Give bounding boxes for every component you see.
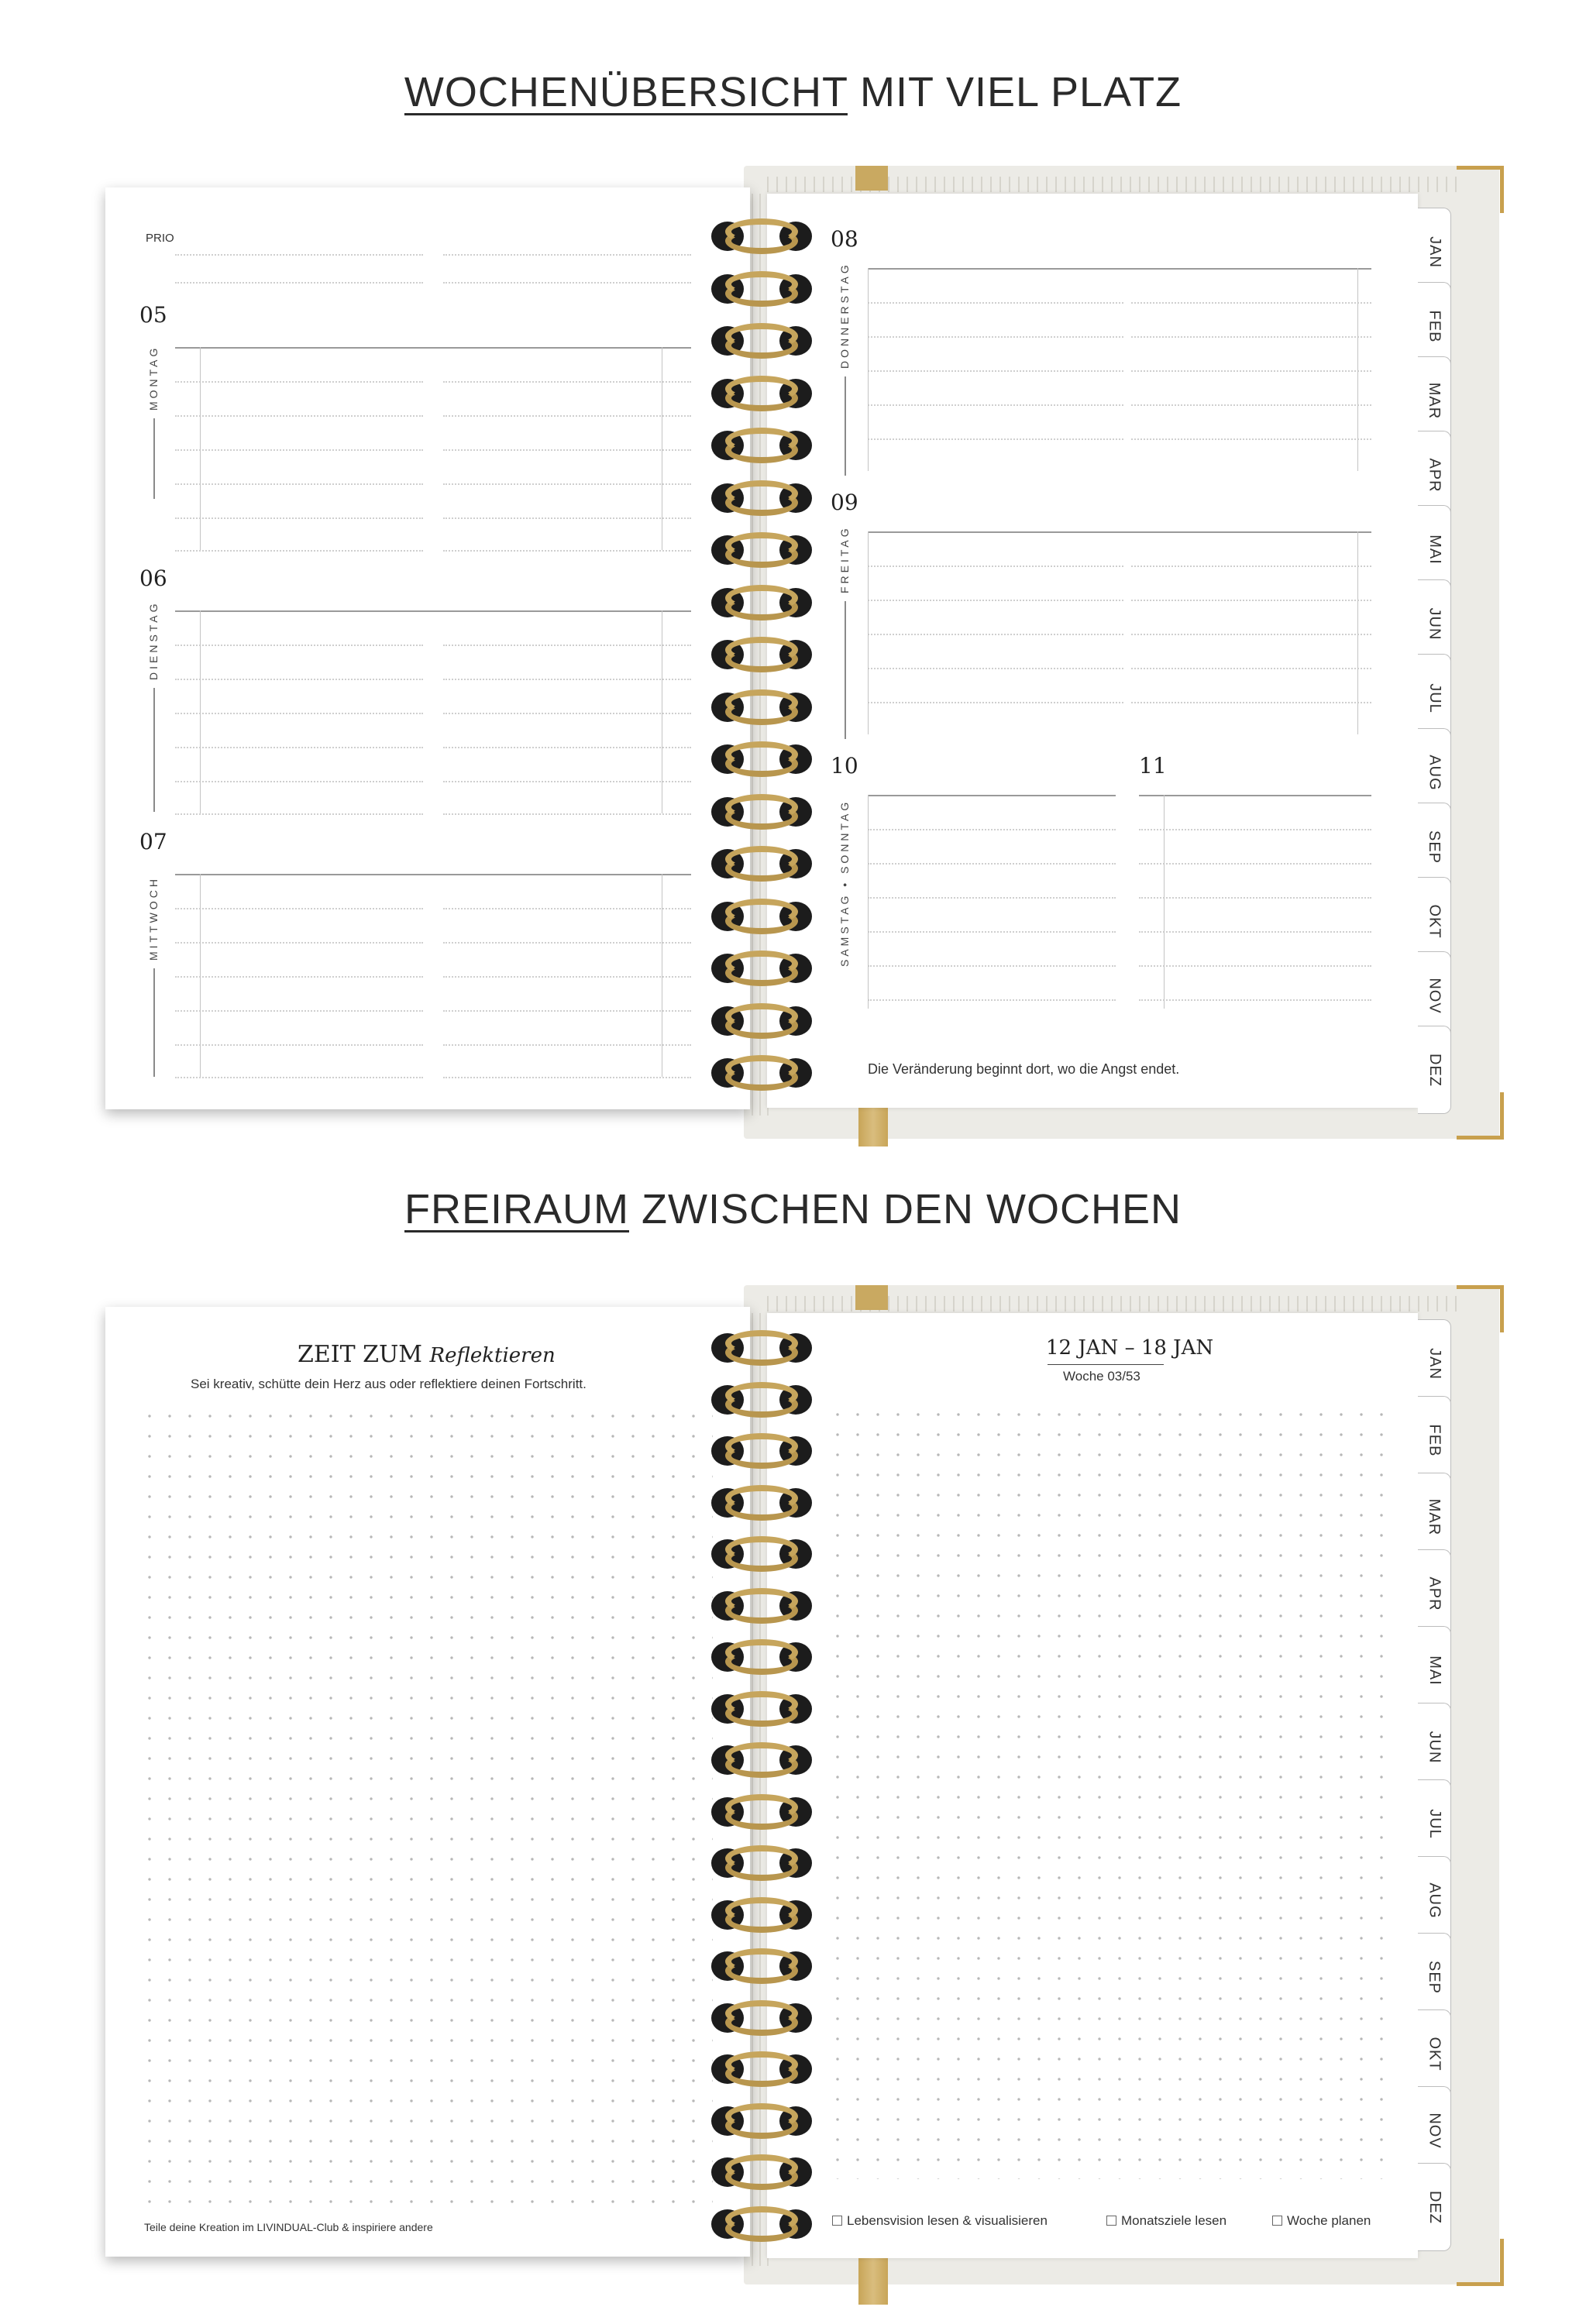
day-rule [845, 376, 846, 476]
binding-ring [711, 794, 812, 830]
day-number-monday: 05 [139, 302, 167, 328]
right-page [767, 194, 1418, 1108]
binding-ring [711, 637, 812, 672]
binding-ring [711, 741, 812, 777]
tab-feb[interactable]: FEB [1418, 282, 1451, 370]
tab-jan[interactable]: JAN [1418, 1319, 1451, 1408]
binding-ring [711, 1845, 812, 1881]
day-label-thursday: DONNERSTAG [838, 262, 851, 369]
planner-spread-reflect [0, 1282, 1586, 2305]
checkbox-icon[interactable] [1272, 2216, 1282, 2226]
binding-ring [711, 585, 812, 621]
tab-aug[interactable]: AUG [1418, 1856, 1451, 1944]
day-label-tuesday: DIENSTAG [147, 600, 160, 680]
binding-ring [711, 899, 812, 934]
binding-ring [711, 1639, 812, 1675]
footer-note: Teile deine Kreation im LIVINDUAL-Club & inspiriere andere [144, 2221, 433, 2233]
checkbox-icon[interactable] [1106, 2216, 1116, 2226]
tab-jan[interactable]: JAN [1418, 208, 1451, 296]
binding-ring [711, 480, 812, 516]
day-label-monday: MONTAG [147, 345, 160, 411]
binding-ring [711, 1742, 812, 1778]
checkbox-icon[interactable] [832, 2216, 842, 2226]
day-number-wednesday: 07 [139, 829, 167, 854]
reflect-title [298, 1341, 556, 1368]
binding-ring [711, 532, 812, 568]
binding-ring [711, 376, 812, 411]
tab-feb[interactable]: FEB [1418, 1396, 1451, 1484]
cover-corner [1457, 1285, 1504, 1332]
binding-ring [711, 1536, 812, 1572]
tab-nov[interactable]: NOV [1418, 2086, 1451, 2174]
heading-rest: MIT VIEL PLATZ [847, 69, 1182, 115]
heading-rest: ZWISCHEN DEN WOCHEN [629, 1186, 1182, 1232]
binding-ring [711, 2206, 812, 2242]
day-number-friday: 09 [831, 490, 858, 515]
bookmark-top [855, 166, 888, 191]
reflect-subtitle: Sei kreativ, schütte dein Herz aus oder reflektiere deinen Fortschritt. [191, 1377, 587, 1391]
day-number-saturday: 10 [831, 753, 858, 779]
bookmark-ribbon [858, 2250, 888, 2305]
binding-ring [711, 2051, 812, 2087]
checklist-item[interactable]: Lebensvision lesen & visualisieren [832, 2213, 1048, 2229]
bookmark-top [855, 1285, 888, 1310]
date-rule [1048, 1364, 1164, 1365]
tab-jul[interactable]: JUL [1418, 1779, 1451, 1868]
date-range: 12 JAN – 18 JAN [1046, 1336, 1214, 1360]
right-page [767, 1313, 1418, 2258]
tab-nov[interactable]: NOV [1418, 951, 1451, 1040]
day-rule [845, 601, 846, 739]
day-label-wednesday: MITTWOCH [147, 876, 160, 961]
tab-jun[interactable]: JUN [1418, 1703, 1451, 1791]
dot-grid [139, 1406, 713, 2204]
day-number-sunday: 11 [1139, 753, 1167, 779]
left-page [105, 187, 750, 1109]
heading-underlined: WOCHENÜBERSICHT [404, 69, 848, 115]
reflect-title-script: Reflektieren [429, 1344, 556, 1367]
binding-ring [711, 689, 812, 725]
binding-ring [711, 1588, 812, 1624]
dot-grid [827, 1404, 1385, 2179]
quote-text: Die Veränderung beginnt dort, wo die Angst endet. [868, 1061, 1180, 1077]
binding-ring [711, 1794, 812, 1830]
checklist-item[interactable]: Woche planen [1272, 2213, 1371, 2229]
checklist-item[interactable]: Monatsziele lesen [1106, 2213, 1226, 2229]
tab-mai[interactable]: MAI [1418, 1626, 1451, 1714]
tab-sep[interactable]: SEP [1418, 803, 1451, 891]
binding-ring [711, 1003, 812, 1039]
binding-ring [711, 2000, 812, 2036]
cover-corner [1457, 166, 1504, 213]
day-number-thursday: 08 [831, 226, 858, 252]
tab-okt[interactable]: OKT [1418, 2009, 1451, 2098]
binding-ring [711, 1330, 812, 1366]
heading-free-space [0, 1185, 1586, 1233]
binding-ring [711, 1433, 812, 1469]
binding-ring [711, 2103, 812, 2139]
day-label-friday: FREITAG [838, 525, 851, 593]
tab-mar[interactable]: MAR [1418, 1473, 1451, 1561]
day-label-weekend: SAMSTAG • SONNTAG [838, 799, 851, 967]
binding-ring [711, 1485, 812, 1521]
tab-okt[interactable]: OKT [1418, 877, 1451, 965]
binding-ring [711, 2154, 812, 2190]
binding-ring [711, 271, 812, 307]
tab-dez[interactable]: DEZ [1418, 1026, 1451, 1114]
day-number-tuesday: 06 [139, 566, 167, 591]
left-page [105, 1307, 750, 2257]
tab-sep[interactable]: SEP [1418, 1933, 1451, 2021]
binding-ring [711, 1382, 812, 1418]
binding-ring [711, 1691, 812, 1727]
tab-jun[interactable]: JUN [1418, 579, 1451, 668]
binding-ring [711, 428, 812, 463]
binding-ring [711, 846, 812, 882]
planner-spread-week [0, 163, 1586, 1147]
tab-jul[interactable]: JUL [1418, 654, 1451, 742]
tab-mar[interactable]: MAR [1418, 356, 1451, 445]
cover-corner [1457, 2239, 1504, 2286]
reflect-title-main: ZEIT ZUM [298, 1341, 422, 1368]
cover-corner [1457, 1092, 1504, 1140]
tab-aug[interactable]: AUG [1418, 728, 1451, 816]
binding-ring [711, 323, 812, 359]
tab-apr[interactable]: APR [1418, 431, 1451, 519]
binding-ring [711, 218, 812, 254]
binding-ring [711, 1055, 812, 1091]
tab-mai[interactable]: MAI [1418, 505, 1451, 593]
day-top-rule [868, 268, 1371, 270]
binding-ring [711, 951, 812, 986]
binding-ring [711, 1948, 812, 1984]
week-label: Woche 03/53 [1063, 1369, 1140, 1384]
tab-dez[interactable]: DEZ [1418, 2163, 1451, 2251]
prio-label: PRIO [146, 232, 174, 245]
heading-week-overview [0, 68, 1586, 116]
tab-apr[interactable]: APR [1418, 1549, 1451, 1638]
binding-ring [711, 1897, 812, 1933]
heading-underlined: FREIRAUM [404, 1186, 629, 1232]
